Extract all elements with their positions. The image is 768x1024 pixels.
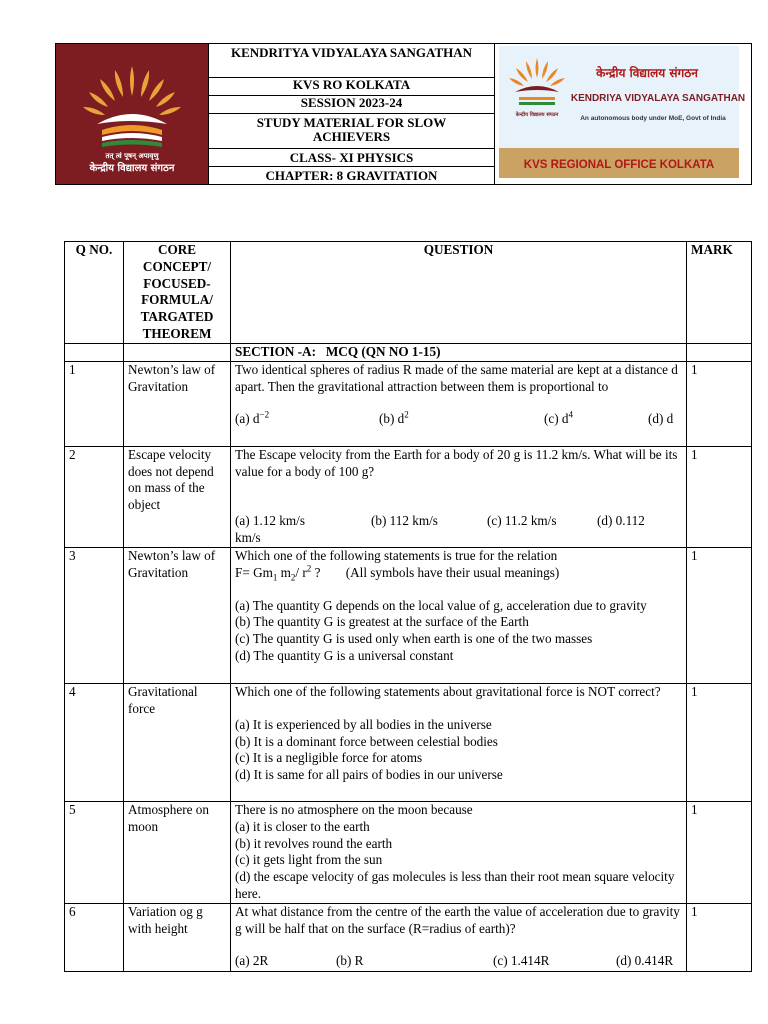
q-text: Which one of the following statements is true for the relation (235, 547, 558, 563)
q-text: Which one of the following statements about gravitational force is NOT correct? (235, 683, 661, 699)
header-table (55, 43, 752, 185)
q-concept: Escape velocity does not depend on mass of the object (124, 446, 231, 547)
header-region: KVS RO KOLKATA (209, 77, 495, 96)
q-options (235, 411, 682, 428)
table-row (65, 547, 752, 683)
option-b: (b) R (336, 953, 364, 969)
formula-note: (All symbols have their usual meanings) (345, 564, 560, 580)
q-formula: $F= Gm_1$ $m_2/$ $r^2$ ? (All symbols have their usual meanings) (235, 563, 560, 583)
regional-office-banner: KVS REGIONAL OFFICE KOLKATA (523, 159, 715, 171)
option-a: (a) d (235, 411, 260, 427)
q-text: Two identical spheres of radius R made of the same material are kept at a distance d apart. Then the gravitational attraction between them is proportional to (235, 361, 678, 394)
option-d: (d) d (648, 411, 674, 427)
q-mark: 1 (687, 683, 752, 801)
q-concept: Gravitational force (124, 683, 231, 801)
question-table (64, 241, 752, 972)
header-material: STUDY MATERIAL FOR SLOW ACHIEVERS (209, 113, 495, 148)
q-text-cell (231, 547, 687, 683)
q-concept: Newton’s law of Gravitation (124, 361, 231, 446)
q-text: The Escape velocity from the Earth for a body of 20 g is 11.2 km/s. What will be its value for a body of 100 g? (235, 446, 678, 479)
q-mark: 1 (687, 547, 752, 683)
table-row (65, 801, 752, 903)
q-text-cell (231, 801, 687, 903)
small-hindi: केन्द्रीय विद्यालय संगठन (515, 112, 559, 118)
option-b: (b) 112 km/s (371, 513, 438, 529)
option-c-sup: 4 (568, 410, 574, 420)
header-class: CLASS- XI PHYSICS (209, 148, 495, 167)
header-session: SESSION 2023-24 (209, 96, 495, 113)
table-row (65, 361, 752, 446)
table-header-row (65, 242, 752, 344)
section-title: SECTION -A: MCQ (QN NO 1-15) (231, 344, 687, 362)
col-question: QUESTION (231, 242, 687, 344)
q-text-cell (231, 683, 687, 801)
option-d: (d) the escape velocity of gas molecules is less than their root mean square velocity here. (235, 869, 675, 901)
q-concept: Variation og g with height (124, 903, 231, 971)
option-d: (d) 0.112 (597, 513, 645, 529)
right-logo-hindi: केन्द्रीय विद्यालय संगठन (596, 66, 698, 80)
option-c: (c) It is a negligible force for atoms (235, 750, 423, 766)
q-mark: 1 (687, 361, 752, 446)
kvs-logo-right (495, 44, 752, 185)
q-text: There is no atmosphere on the moon because (235, 801, 473, 817)
right-logo-tagline: An autonomous body under MoE, Govt of India (580, 115, 726, 122)
option-d: (d) 0.414R (616, 953, 674, 969)
q-concept: Atmosphere on moon (124, 801, 231, 903)
section-row (65, 344, 752, 362)
option-a: (a) it is closer to the earth (235, 818, 370, 834)
q-mark: 1 (687, 801, 752, 903)
q-text: At what distance from the centre of the earth the value of acceleration due to gravity g will be half that on the surface (R=radius of earth)? (235, 903, 680, 936)
col-mark: MARK (687, 242, 752, 344)
table-row (65, 683, 752, 801)
option-d-continued: km/s (235, 530, 261, 546)
option-d: (d) The quantity G is a universal constant (235, 647, 454, 663)
q-number: 4 (65, 683, 124, 801)
option-d: (d) It is same for all pairs of bodies in our universe (235, 767, 503, 783)
q-number: 1 (65, 361, 124, 446)
header-org: KENDRITYA VIDYALAYA SANGATHAN (209, 44, 495, 78)
q-number: 5 (65, 801, 124, 903)
q-number: 3 (65, 547, 124, 683)
option-a-sup: −2 (259, 410, 270, 420)
col-concept: CORE CONCEPT/ FOCUSED-FORMULA/ TARGATED THEOREM (124, 242, 231, 344)
option-a: (a) It is experienced by all bodies in the universe (235, 716, 492, 732)
logo-hindi-name: केन्द्रीय विद्यालय संगठन (89, 163, 175, 174)
q-text-cell (231, 446, 687, 547)
q-text-cell (231, 903, 687, 971)
option-b: (b) d (379, 411, 405, 427)
option-a: (a) 2R (235, 953, 269, 969)
option-c: (c) 1.414R (493, 953, 550, 969)
option-b: (b) The quantity G is greatest at the surface of the Earth (235, 614, 529, 630)
table-row (65, 903, 752, 971)
sun-emblem-icon (57, 44, 207, 181)
right-logo-english: KENDRIYA VIDYALAYA SANGATHAN (570, 93, 746, 104)
option-c: (c) 11.2 km/s (487, 513, 557, 529)
option-c: (c) The quantity G is used only when earth is one of the two masses (235, 631, 593, 647)
q-number: 2 (65, 446, 124, 547)
col-qno: Q NO. (65, 242, 124, 344)
logo-motto: तत् त्वं पूषन् अपावृणु (105, 152, 159, 160)
q-options (235, 953, 682, 970)
option-a: (a) The quantity G depends on the local value of g, acceleration due to gravity (235, 597, 647, 613)
option-c: (c) it gets light from the sun (235, 852, 383, 868)
q-options (235, 513, 682, 530)
header-chapter: CHAPTER: 8 GRAVITATION (209, 167, 495, 185)
q-mark: 1 (687, 903, 752, 971)
q-number: 6 (65, 903, 124, 971)
option-b: (b) it revolves round the earth (235, 835, 393, 851)
option-a: (a) 1.12 km/s (235, 513, 305, 529)
option-c: (c) d (544, 411, 569, 427)
option-b-sup: 2 (404, 410, 409, 420)
kvs-logo-left (56, 44, 209, 185)
q-text-cell (231, 361, 687, 446)
table-row (65, 446, 752, 547)
q-mark: 1 (687, 446, 752, 547)
option-b: (b) It is a dominant force between celestial bodies (235, 733, 498, 749)
q-concept: Newton’s law of Gravitation (124, 547, 231, 683)
